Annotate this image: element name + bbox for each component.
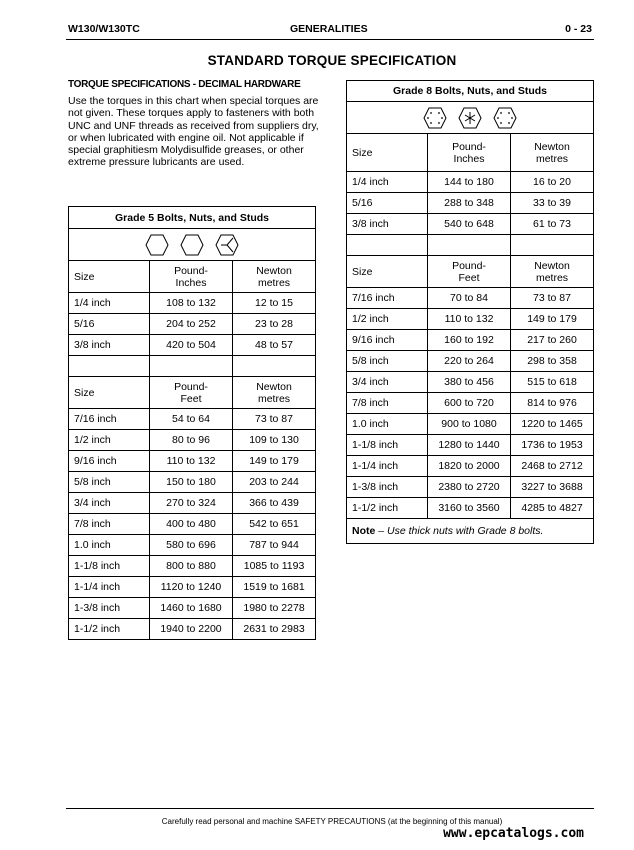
pound-value-cell: 288 to 348 <box>428 193 511 214</box>
pound-value-cell: 580 to 696 <box>150 535 233 556</box>
size-cell: 1-1/4 inch <box>69 577 150 598</box>
header-model: W130/W130TC <box>68 23 140 35</box>
grade5-torque-table <box>68 206 316 640</box>
size-cell: 7/16 inch <box>69 409 150 430</box>
newton-value-cell: 203 to 244 <box>233 472 316 493</box>
grade8-header-row-inches <box>347 134 594 172</box>
pound-value-cell: 110 to 132 <box>428 309 511 330</box>
newton-value-cell: 542 to 651 <box>233 514 316 535</box>
newton-value-cell: 1519 to 1681 <box>233 577 316 598</box>
pound-value-cell: 110 to 132 <box>150 451 233 472</box>
size-cell: 5/8 inch <box>69 472 150 493</box>
newton-value-cell: 23 to 28 <box>233 314 316 335</box>
grade5-caption: Grade 5 Bolts, Nuts, and Studs <box>69 207 316 229</box>
pound-value-cell: 204 to 252 <box>150 314 233 335</box>
table-row <box>69 409 316 430</box>
pound-value-cell: 380 to 456 <box>428 372 511 393</box>
size-cell: 9/16 inch <box>69 451 150 472</box>
size-header: Size <box>347 256 428 288</box>
grade8-note-row <box>347 519 594 544</box>
newton-value-cell: 16 to 20 <box>511 172 594 193</box>
table-row <box>347 214 594 235</box>
grade5-bolt-markings <box>69 229 316 261</box>
size-cell: 1.0 inch <box>347 414 428 435</box>
section-subheading: TORQUE SPECIFICATIONS - DECIMAL HARDWARE <box>68 79 301 90</box>
header-section: GENERALITIES <box>290 23 368 35</box>
table-row <box>69 472 316 493</box>
hex-bolt-two-lines-icon <box>180 234 204 256</box>
newton-value-cell: 298 to 358 <box>511 351 594 372</box>
table-row <box>347 477 594 498</box>
newton-value-cell: 366 to 439 <box>233 493 316 514</box>
pound-value-cell: 220 to 264 <box>428 351 511 372</box>
table-row <box>347 193 594 214</box>
page-title: STANDARD TORQUE SPECIFICATION <box>207 53 457 68</box>
newton-value-cell: 515 to 618 <box>511 372 594 393</box>
size-cell: 7/8 inch <box>69 514 150 535</box>
grade8-torque-table <box>346 80 594 544</box>
hex-bolt-six-dots-icon <box>423 107 447 129</box>
table-row <box>347 372 594 393</box>
newton-value-cell: 73 to 87 <box>233 409 316 430</box>
pound-value-cell: 54 to 64 <box>150 409 233 430</box>
newton-value-cell: 33 to 39 <box>511 193 594 214</box>
newton-metres-header: Newton metres <box>511 134 594 172</box>
newton-value-cell: 48 to 57 <box>233 335 316 356</box>
table-row <box>347 435 594 456</box>
header-page-number: 0 - 23 <box>565 23 592 35</box>
newton-value-cell: 12 to 15 <box>233 293 316 314</box>
pound-value-cell: 150 to 180 <box>150 472 233 493</box>
size-cell: 5/16 <box>69 314 150 335</box>
size-cell: 1-1/2 inch <box>69 619 150 640</box>
grade8-bolt-markings <box>347 102 594 134</box>
hex-bolt-three-lines-icon <box>215 234 239 256</box>
table-row <box>347 351 594 372</box>
table-row <box>347 414 594 435</box>
size-cell: 1-1/2 inch <box>347 498 428 519</box>
newton-value-cell: 814 to 976 <box>511 393 594 414</box>
newton-value-cell: 4285 to 4827 <box>511 498 594 519</box>
table-row <box>347 456 594 477</box>
footer-divider <box>66 808 594 809</box>
table-row <box>69 598 316 619</box>
size-cell: 5/8 inch <box>347 351 428 372</box>
newton-value-cell: 73 to 87 <box>511 288 594 309</box>
hex-bolt-star-icon <box>458 107 482 129</box>
table-row <box>69 577 316 598</box>
spacer-row <box>69 356 316 377</box>
size-cell: 7/16 inch <box>347 288 428 309</box>
spacer-row <box>347 235 594 256</box>
grade5-header-row-inches <box>69 261 316 293</box>
pound-value-cell: 70 to 84 <box>428 288 511 309</box>
pound-feet-header: Pound- Feet <box>150 377 233 409</box>
table-row <box>347 172 594 193</box>
table-row <box>69 535 316 556</box>
newton-value-cell: 217 to 260 <box>511 330 594 351</box>
size-cell: 1/4 inch <box>69 293 150 314</box>
pound-value-cell: 2380 to 2720 <box>428 477 511 498</box>
pound-value-cell: 1280 to 1440 <box>428 435 511 456</box>
pound-value-cell: 3160 to 3560 <box>428 498 511 519</box>
header-divider <box>66 39 594 40</box>
newton-value-cell: 1220 to 1465 <box>511 414 594 435</box>
size-cell: 3/8 inch <box>347 214 428 235</box>
intro-paragraph: Use the torques in this chart when special torques are not given. These torques apply to fasteners with both UNC and UNF threads as received from suppliers dry, or when lubricated with engine oil. Not applicable if special graphitiesm Molydisulfide greases, or other extreme pressure lubricants are used. <box>68 95 319 169</box>
size-cell: 3/4 inch <box>347 372 428 393</box>
grade8-header-row-feet <box>347 256 594 288</box>
pound-value-cell: 600 to 720 <box>428 393 511 414</box>
pound-value-cell: 1940 to 2200 <box>150 619 233 640</box>
size-cell: 1-1/4 inch <box>347 456 428 477</box>
newton-value-cell: 149 to 179 <box>233 451 316 472</box>
pound-value-cell: 80 to 96 <box>150 430 233 451</box>
pound-value-cell: 108 to 132 <box>150 293 233 314</box>
pound-value-cell: 270 to 324 <box>150 493 233 514</box>
pound-inches-header: Pound- Inches <box>150 261 233 293</box>
table-row <box>69 314 316 335</box>
size-cell: 3/4 inch <box>69 493 150 514</box>
size-cell: 1/2 inch <box>347 309 428 330</box>
newton-value-cell: 1980 to 2278 <box>233 598 316 619</box>
table-row <box>347 330 594 351</box>
table-row <box>69 556 316 577</box>
hex-bolt-plain-icon <box>145 234 169 256</box>
table-row <box>69 493 316 514</box>
pound-value-cell: 1820 to 2000 <box>428 456 511 477</box>
grade8-note <box>347 519 594 544</box>
table-row <box>69 451 316 472</box>
size-cell: 9/16 inch <box>347 330 428 351</box>
table-row <box>69 619 316 640</box>
newton-metres-header: Newton metres <box>233 261 316 293</box>
pound-value-cell: 1460 to 1680 <box>150 598 233 619</box>
size-cell: 7/8 inch <box>347 393 428 414</box>
newton-value-cell: 3227 to 3688 <box>511 477 594 498</box>
table-row <box>69 514 316 535</box>
table-row <box>69 430 316 451</box>
footer-safety-note: Carefully read personal and machine SAFETY PRECAUTIONS (at the beginning of this manual) <box>161 817 503 826</box>
newton-metres-header: Newton metres <box>233 377 316 409</box>
grade5-header-row-feet <box>69 377 316 409</box>
newton-value-cell: 787 to 944 <box>233 535 316 556</box>
newton-value-cell: 1736 to 1953 <box>511 435 594 456</box>
pound-feet-header: Pound- Feet <box>428 256 511 288</box>
table-row <box>347 498 594 519</box>
size-cell: 3/8 inch <box>69 335 150 356</box>
newton-metres-header: Newton metres <box>511 256 594 288</box>
note-text: – Use thick nuts with Grade 8 bolts. <box>375 525 544 537</box>
size-cell: 1-3/8 inch <box>69 598 150 619</box>
table-row <box>347 309 594 330</box>
table-row <box>347 393 594 414</box>
table-row <box>347 288 594 309</box>
pound-inches-header: Pound- Inches <box>428 134 511 172</box>
size-cell: 1.0 inch <box>69 535 150 556</box>
pound-value-cell: 540 to 648 <box>428 214 511 235</box>
size-header: Size <box>347 134 428 172</box>
size-cell: 5/16 <box>347 193 428 214</box>
size-cell: 1/4 inch <box>347 172 428 193</box>
hex-bolt-six-dots-icon <box>493 107 517 129</box>
pound-value-cell: 400 to 480 <box>150 514 233 535</box>
grade8-caption: Grade 8 Bolts, Nuts, and Studs <box>347 81 594 102</box>
pound-value-cell: 900 to 1080 <box>428 414 511 435</box>
size-header: Size <box>69 377 150 409</box>
newton-value-cell: 109 to 130 <box>233 430 316 451</box>
size-cell: 1/2 inch <box>69 430 150 451</box>
size-cell: 1-1/8 inch <box>347 435 428 456</box>
table-row <box>69 293 316 314</box>
newton-value-cell: 1085 to 1193 <box>233 556 316 577</box>
pound-value-cell: 1120 to 1240 <box>150 577 233 598</box>
pound-value-cell: 144 to 180 <box>428 172 511 193</box>
size-header: Size <box>69 261 150 293</box>
watermark: www.epcatalogs.com <box>443 826 584 841</box>
size-cell: 1-1/8 inch <box>69 556 150 577</box>
table-row <box>69 335 316 356</box>
note-label: Note <box>352 525 376 537</box>
newton-value-cell: 2468 to 2712 <box>511 456 594 477</box>
newton-value-cell: 2631 to 2983 <box>233 619 316 640</box>
newton-value-cell: 61 to 73 <box>511 214 594 235</box>
pound-value-cell: 420 to 504 <box>150 335 233 356</box>
pound-value-cell: 800 to 880 <box>150 556 233 577</box>
newton-value-cell: 149 to 179 <box>511 309 594 330</box>
size-cell: 1-3/8 inch <box>347 477 428 498</box>
pound-value-cell: 160 to 192 <box>428 330 511 351</box>
